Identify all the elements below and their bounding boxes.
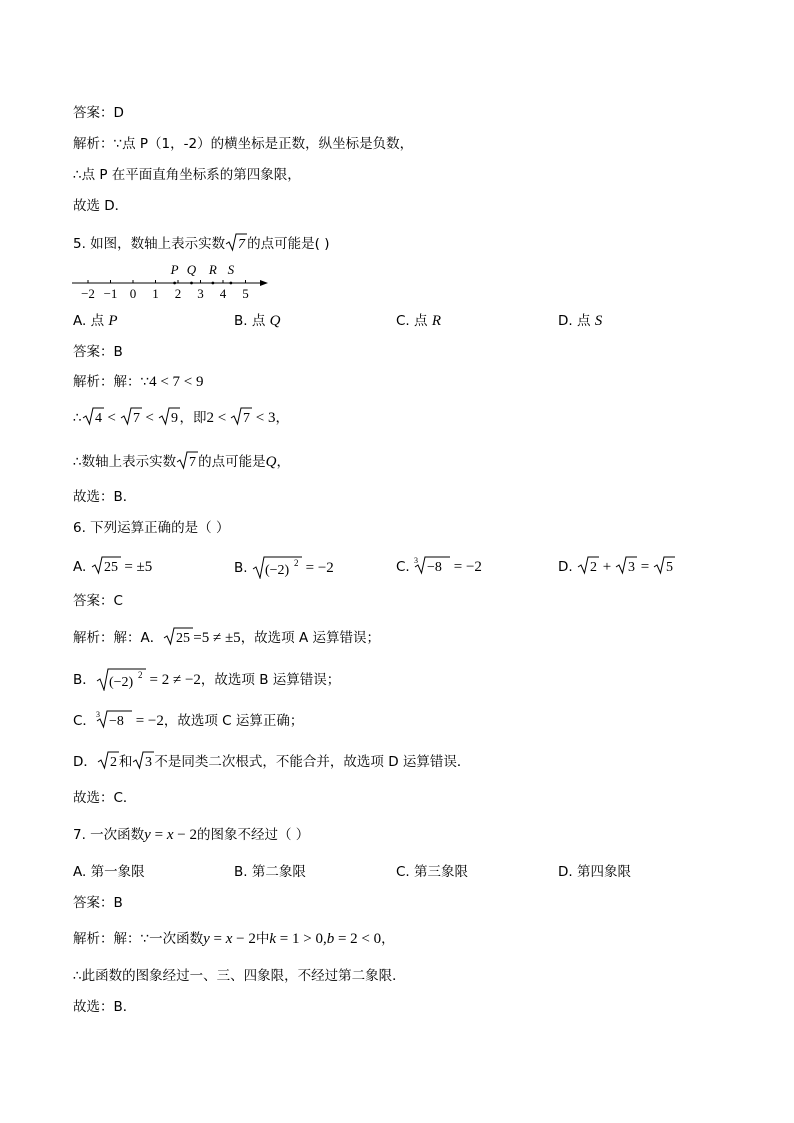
number-line-tick-label: −2: [81, 286, 95, 301]
svg-text:5: 5: [665, 560, 673, 575]
q7-stem: 7. 一次函数y = x − 2的图象不经过（ ）: [73, 827, 310, 843]
sqrt-4: [82, 406, 104, 432]
svg-text:(−2): (−2): [264, 563, 290, 578]
number-line-tick-label: 1: [152, 286, 159, 301]
number-line-figure: [70, 260, 270, 302]
sqrt-7: [230, 406, 252, 432]
q7-option-b[interactable]: B. 第二象限: [234, 864, 306, 880]
q6-analysis-line-3: C． 3 −8 = −2，故选项 C 运算正确；: [73, 710, 304, 729]
q5-analysis-line-2: ∴ 4 < 7 < 9 ，即2 < 7 < 3，: [73, 406, 289, 432]
svg-text:−8: −8: [108, 714, 124, 729]
q6-option-b[interactable]: B. (−2) 2 = −2: [234, 558, 334, 578]
q4-analysis-line-2: ∴点 P 在平面直角坐标系的第四象限，: [73, 167, 301, 183]
q6-stem: 6. 下列运算正确的是（ ）: [73, 520, 230, 536]
q5-answer: 答案：B: [73, 344, 123, 360]
number-line-point-label-s: S: [227, 262, 235, 277]
q6-analysis-line-1: 解析：解：A． 25 =5 ≠ ±5，故选项 A 运算错误；: [73, 630, 381, 646]
svg-text:2: 2: [109, 755, 117, 770]
q6-analysis-line-2: B． (−2) 2 = 2 ≠ −2，故选项 B 运算错误；: [73, 670, 341, 690]
svg-text:(−2): (−2): [108, 675, 133, 690]
svg-text:−8: −8: [427, 560, 442, 575]
q5-analysis-line-1: 解析：解：∵4 < 7 < 9: [73, 374, 204, 390]
q6-analysis-line-4: D． 2 和 3 不是同类二次根式，不能合并，故选项 D 运算错误．: [73, 754, 471, 770]
svg-text:3: 3: [627, 560, 635, 575]
svg-text:7: 7: [243, 411, 250, 426]
number-line-tick-label: 0: [129, 286, 137, 301]
svg-text:4: 4: [94, 411, 102, 426]
svg-text:25: 25: [176, 631, 191, 646]
q6-conclusion: 故选：C．: [73, 790, 137, 806]
svg-text:2: 2: [589, 560, 597, 575]
svg-text:2: 2: [137, 670, 143, 680]
q6-option-c[interactable]: C. 3 −8 = −2: [396, 556, 482, 575]
number-line-tick-label: 3: [197, 286, 204, 301]
q4-answer: 答案：D: [73, 105, 124, 121]
q7-analysis-line-1: 解析：解：∵一次函数y = x − 2中k = 1 > 0,b = 2 < 0，: [73, 931, 395, 947]
q5-option-a[interactable]: A. 点 P: [73, 313, 118, 329]
svg-text:3: 3: [145, 755, 153, 770]
number-line-point-label-p: P: [170, 262, 179, 277]
svg-text:25: 25: [103, 560, 118, 575]
q5-conclusion: 故选：B．: [73, 489, 137, 505]
sqrt-9: [158, 406, 180, 432]
q6-option-a[interactable]: A. 25 = ±5: [73, 559, 153, 575]
number-line-point-q: [190, 282, 193, 285]
q4-analysis-line-1: 解析：∵点 P（1，-2）的横坐标是正数，纵坐标是负数，: [73, 136, 414, 152]
number-line-tick-label: 2: [174, 286, 182, 301]
svg-text:7: 7: [189, 455, 197, 470]
number-line-point-s: [229, 282, 232, 285]
q7-answer: 答案：B: [73, 895, 123, 911]
sqrt-7: [176, 450, 198, 476]
q7-option-c[interactable]: C. 第三象限: [396, 864, 469, 880]
radicand-7: 7: [238, 237, 246, 252]
sqrt-symbol: [225, 232, 247, 258]
number-line-tick-label: −1: [103, 286, 118, 301]
svg-text:2: 2: [293, 558, 299, 568]
number-line-tick-label: 5: [242, 286, 249, 301]
q5-option-c[interactable]: C. 点 R: [396, 313, 441, 329]
svg-text:9: 9: [170, 411, 178, 426]
q5-option-b[interactable]: B. 点 Q: [234, 313, 281, 329]
number-line-point-label-q: Q: [186, 262, 197, 277]
svg-text:7: 7: [132, 411, 140, 426]
number-line-point-label-r: R: [208, 262, 217, 277]
q7-option-d[interactable]: D. 第四象限: [558, 864, 631, 880]
number-line-arrow: [260, 280, 268, 286]
q6-option-d[interactable]: D. 2 + 3 = 5: [558, 559, 673, 575]
number-line-point-p: [173, 282, 176, 285]
q5-option-d[interactable]: D. 点 S: [558, 313, 603, 329]
q5-analysis-line-3: ∴数轴上表示实数 7 的点可能是Q，: [73, 450, 290, 476]
svg-text:3: 3: [414, 556, 419, 565]
q7-option-a[interactable]: A. 第一象限: [73, 864, 145, 880]
q4-conclusion: 故选 D．: [73, 198, 129, 214]
q6-answer: 答案：C: [73, 593, 123, 609]
sqrt-7: [120, 406, 142, 432]
q7-conclusion: 故选：B．: [73, 999, 137, 1015]
q5-stem: 5. 如图，数轴上表示实数 7 的点可能是( ): [73, 232, 330, 258]
q7-analysis-line-2: ∴此函数的图象经过一、三、四象限，不经过第二象限．: [73, 968, 406, 984]
number-line-tick-label: 4: [219, 286, 227, 301]
number-line-point-r: [211, 282, 214, 285]
svg-text:3: 3: [95, 710, 100, 719]
